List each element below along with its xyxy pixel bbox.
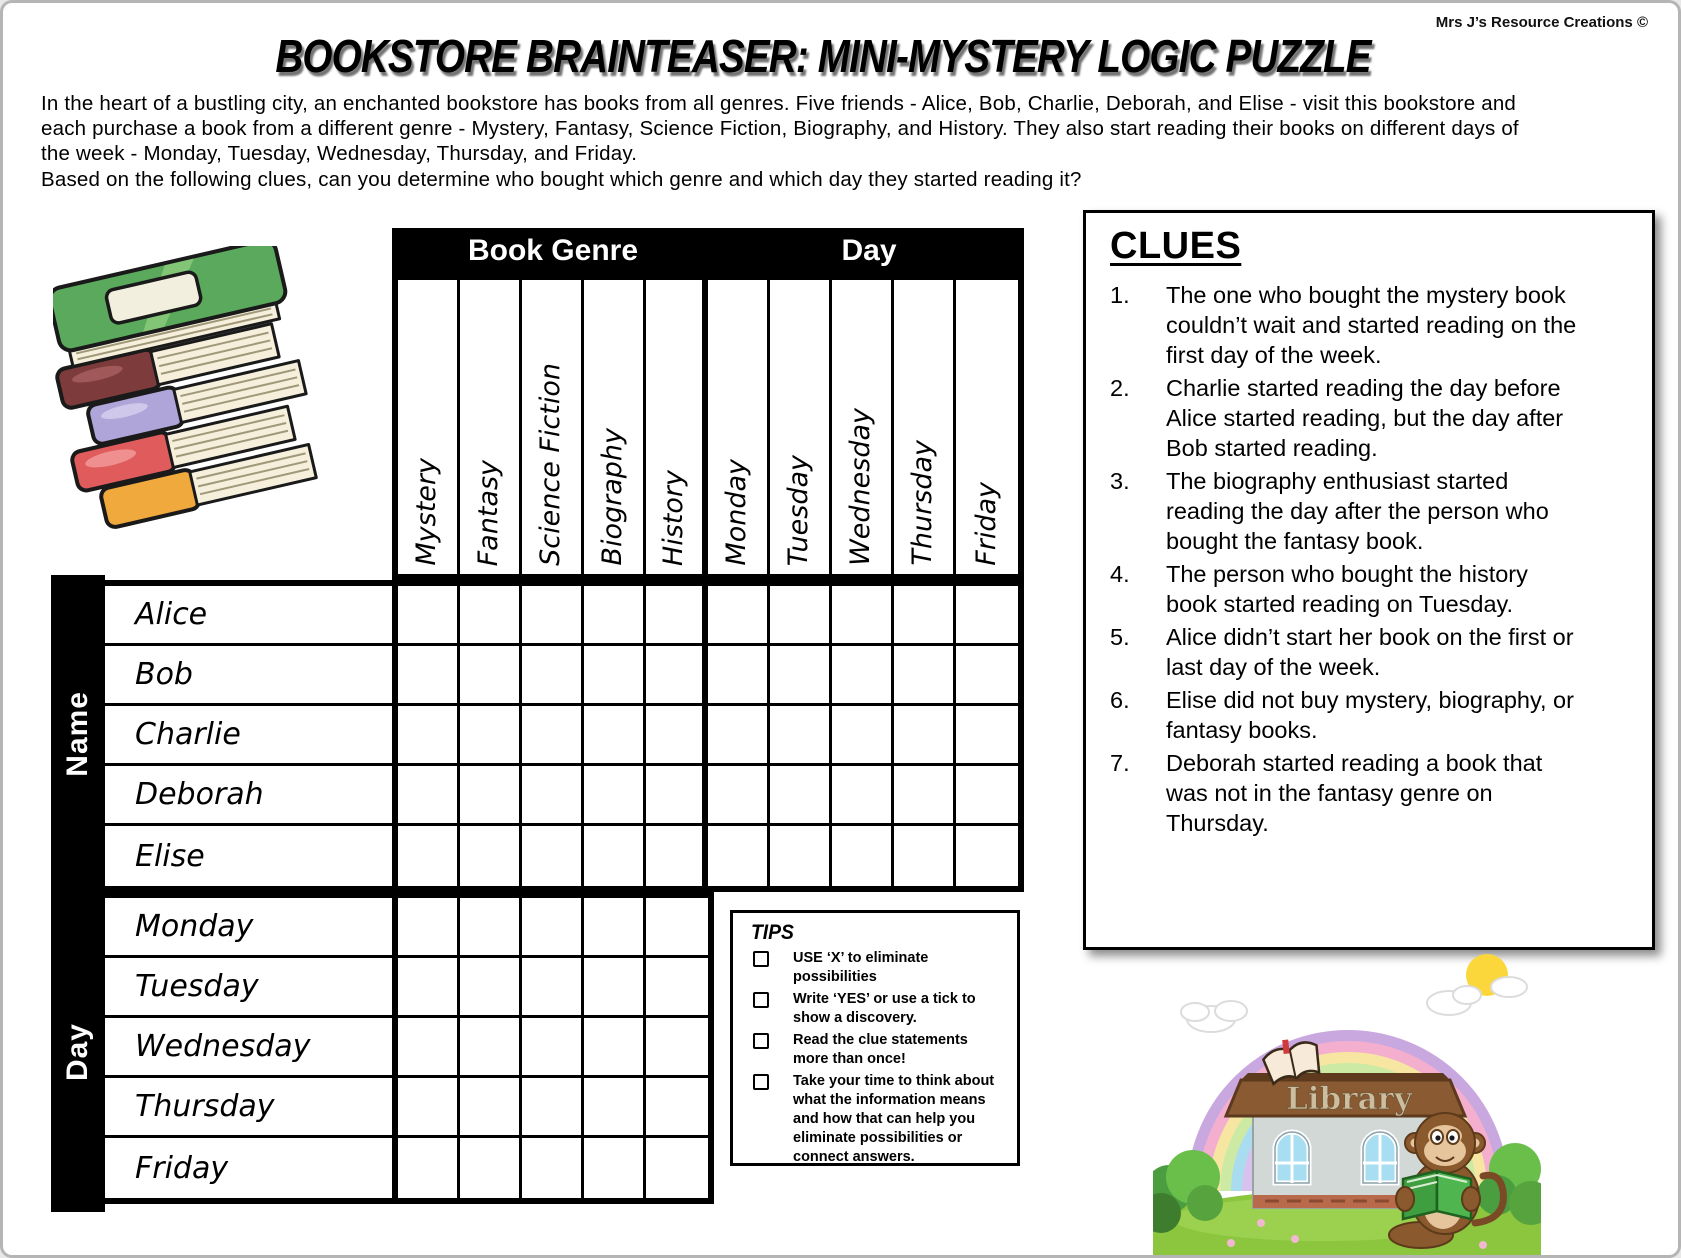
grid-cell[interactable] — [646, 706, 708, 766]
grid-cell[interactable] — [956, 586, 1018, 646]
grid-cell[interactable] — [398, 766, 460, 826]
column-label-fantasy: Fantasy — [460, 280, 522, 574]
grid-cell[interactable] — [398, 706, 460, 766]
clue-text: The person who bought the history book started reading on Tuesday. — [1166, 561, 1528, 617]
grid-cell[interactable] — [460, 1078, 522, 1138]
grid-cell[interactable] — [584, 826, 646, 886]
grid-cell[interactable] — [398, 1018, 460, 1078]
grid-cell[interactable] — [398, 1138, 460, 1198]
clue-number: 4. — [1110, 561, 1130, 587]
day-row-labels — [105, 892, 392, 1204]
grid-cell[interactable] — [770, 826, 832, 886]
grid-cell[interactable] — [398, 646, 460, 706]
grid-cell[interactable] — [956, 706, 1018, 766]
clue-item — [1110, 622, 1634, 682]
grid-cell[interactable] — [708, 706, 770, 766]
grid-cell[interactable] — [646, 1138, 708, 1198]
column-label-friday: Friday — [970, 482, 1002, 566]
clue-text: The one who bought the mystery book couldn’t wait and started reading on the first day of the week. — [1166, 282, 1577, 368]
grid-cell[interactable] — [770, 706, 832, 766]
clue-item — [1110, 280, 1634, 370]
library-clipart — [1153, 951, 1541, 1258]
grid-cell[interactable] — [956, 766, 1018, 826]
grid-cell[interactable] — [460, 1138, 522, 1198]
grid-cell[interactable] — [646, 766, 708, 826]
column-label-science-fiction: Science Fiction — [522, 280, 584, 574]
book-stack-icon — [53, 246, 355, 532]
grid-cell[interactable] — [646, 646, 708, 706]
row-label-alice: Alice — [105, 586, 392, 646]
grid-cell[interactable] — [584, 766, 646, 826]
checkbox-icon — [753, 1033, 769, 1049]
clue-item — [1110, 373, 1634, 463]
grid-cell[interactable] — [646, 826, 708, 886]
day-group-label: Day — [61, 1022, 95, 1082]
grid-cell[interactable] — [460, 1018, 522, 1078]
grid-cell[interactable] — [832, 826, 894, 886]
clue-number: 3. — [1110, 468, 1130, 494]
column-label-biography: Biography — [584, 280, 646, 574]
grid-cell[interactable] — [584, 1078, 646, 1138]
grid-cell[interactable] — [646, 958, 708, 1018]
clue-number: 6. — [1110, 687, 1130, 713]
grid-cell[interactable] — [522, 958, 584, 1018]
tips-box — [730, 910, 1020, 1166]
grid-cell[interactable] — [398, 826, 460, 886]
library-sign-text: Library — [1285, 1081, 1413, 1117]
intro-paragraph — [41, 91, 1536, 192]
grid-cell[interactable] — [584, 586, 646, 646]
checkbox-icon — [753, 1074, 769, 1090]
day-answer-grid — [392, 892, 714, 1204]
attribution-text: Mrs J’s Resource Creations © — [1435, 14, 1648, 31]
grid-cell[interactable] — [894, 766, 956, 826]
grid-cell[interactable] — [894, 586, 956, 646]
tips-heading: TIPS — [751, 921, 794, 944]
row-label-monday: Monday — [105, 898, 392, 958]
grid-cell[interactable] — [584, 646, 646, 706]
grid-cell[interactable] — [522, 1078, 584, 1138]
column-label-monday: Monday — [708, 280, 770, 574]
grid-cell[interactable] — [956, 826, 1018, 886]
grid-cell[interactable] — [708, 586, 770, 646]
row-label-tuesday: Tuesday — [105, 958, 392, 1018]
grid-cell[interactable] — [646, 1078, 708, 1138]
name-row-labels — [105, 580, 392, 892]
grid-cell[interactable] — [832, 766, 894, 826]
clue-number: 5. — [1110, 624, 1130, 650]
row-label-elise: Elise — [135, 838, 205, 874]
column-label-mystery: Mystery — [398, 280, 460, 574]
clue-text: Elise did not buy mystery, biography, or fantasy books. — [1166, 687, 1574, 743]
grid-cell[interactable] — [894, 646, 956, 706]
checkbox-icon — [753, 951, 769, 967]
grid-cell[interactable] — [646, 586, 708, 646]
grid-cell[interactable] — [460, 646, 522, 706]
grid-cell[interactable] — [522, 646, 584, 706]
grid-cell[interactable] — [522, 766, 584, 826]
intro-line-2: Based on the following clues, can you determine who bought which genre and which day they started reading it? — [41, 167, 1082, 191]
tip-text: Take your time to think about what the information means and how that can help you eliminate possibilities or connect answers. — [793, 1073, 995, 1165]
grid-cell[interactable] — [522, 706, 584, 766]
grid-cell[interactable] — [460, 826, 522, 886]
column-label-history: History — [646, 280, 708, 574]
library-scene-icon — [1153, 951, 1541, 1258]
row-label-bob: Bob — [105, 646, 392, 706]
book-genre-header: Book Genre — [467, 234, 639, 267]
page-title: BOOKSTORE BRAINTEASER: MINI-MYSTERY LOGIC PUZZLE — [275, 30, 1371, 82]
grid-cell[interactable] — [522, 898, 584, 958]
grid-cell[interactable] — [708, 826, 770, 886]
clue-item — [1110, 559, 1634, 619]
grid-cell[interactable] — [832, 706, 894, 766]
tip-item — [751, 990, 1009, 1028]
grid-cell[interactable] — [646, 898, 708, 958]
row-label-deborah: Deborah — [105, 766, 392, 826]
grid-cell[interactable] — [708, 766, 770, 826]
grid-cell[interactable] — [832, 586, 894, 646]
tip-item — [751, 1031, 1009, 1069]
clue-text: Alice didn’t start her book on the first or last day of the week. — [1166, 624, 1574, 680]
grid-cell[interactable] — [770, 586, 832, 646]
grid-cell[interactable] — [522, 586, 584, 646]
grid-cell[interactable] — [956, 646, 1018, 706]
row-label-wednesday: Wednesday — [105, 1018, 392, 1078]
grid-cell[interactable] — [398, 898, 460, 958]
grid-cell[interactable] — [894, 706, 956, 766]
tip-item — [751, 1072, 1009, 1167]
grid-cell[interactable] — [522, 1138, 584, 1198]
grid-cell[interactable] — [460, 898, 522, 958]
clue-number: 2. — [1110, 375, 1130, 401]
tip-item — [751, 949, 1009, 987]
grid-cell[interactable] — [832, 646, 894, 706]
clue-number: 1. — [1110, 282, 1130, 308]
name-answer-grid — [392, 580, 1024, 892]
checkbox-icon — [753, 992, 769, 1008]
row-label-charlie: Charlie — [105, 706, 392, 766]
grid-cell[interactable] — [522, 826, 584, 886]
day-header: Day — [841, 234, 897, 267]
clue-text: Deborah started reading a book that was not in the fantasy genre on Thursday. — [1166, 750, 1543, 836]
clues-heading: CLUES — [1110, 225, 1242, 267]
grid-cell[interactable] — [708, 646, 770, 706]
grid-cell[interactable] — [770, 646, 832, 706]
tip-text: Read the clue statements more than once! — [793, 1032, 968, 1067]
grid-cell[interactable] — [584, 1138, 646, 1198]
clue-text: Charlie started reading the day before Alice started reading, but the day after Bob started reading. — [1166, 375, 1564, 461]
name-group-bar — [51, 575, 105, 892]
clue-item — [1110, 748, 1634, 838]
clue-text: The biography enthusiast started reading the day after the person who bought the fantasy book. — [1166, 468, 1549, 554]
grid-top-header — [392, 228, 1024, 274]
grid-cell[interactable] — [398, 1078, 460, 1138]
grid-cell[interactable] — [460, 586, 522, 646]
grid-cell[interactable] — [646, 1018, 708, 1078]
grid-cell[interactable] — [584, 958, 646, 1018]
intro-line-1: In the heart of a bustling city, an enchanted bookstore has books from all genres. Five friends - Alice, Bob, Charlie, Deborah, and Elise - visit this bookstore and each purchase a book from a different genre - Mystery, Fantasy, Science Fiction, Biography, and History. They also start reading their books on different days of the week - Monday, Tuesday, Wednesday, Thursday, and Friday. — [41, 92, 1519, 166]
grid-cell[interactable] — [460, 706, 522, 766]
grid-cell[interactable] — [584, 706, 646, 766]
book-stack-clipart — [53, 246, 355, 532]
clue-item — [1110, 466, 1634, 556]
grid-cell[interactable] — [584, 1018, 646, 1078]
grid-cell[interactable] — [398, 586, 460, 646]
grid-cell[interactable] — [460, 958, 522, 1018]
row-label-friday: Friday — [135, 1150, 229, 1186]
tip-text: Write ‘YES’ or use a tick to show a discovery. — [793, 991, 976, 1026]
clues-box — [1083, 210, 1655, 950]
tip-text: USE ‘X’ to eliminate possibilities — [793, 950, 929, 985]
grid-cell[interactable] — [522, 1018, 584, 1078]
grid-cell[interactable] — [398, 958, 460, 1018]
column-labels-row — [392, 274, 1024, 580]
clue-item — [1110, 685, 1634, 745]
grid-cell[interactable] — [584, 898, 646, 958]
grid-cell[interactable] — [460, 766, 522, 826]
column-label-tuesday: Tuesday — [770, 280, 832, 574]
grid-cell[interactable] — [894, 826, 956, 886]
column-label-wednesday: Wednesday — [832, 280, 894, 574]
grid-cell[interactable] — [770, 766, 832, 826]
clue-number: 7. — [1110, 750, 1130, 776]
day-group-bar — [51, 892, 105, 1212]
row-label-thursday: Thursday — [105, 1078, 392, 1138]
name-group-label: Name — [61, 690, 95, 777]
column-label-thursday: Thursday — [894, 280, 956, 574]
